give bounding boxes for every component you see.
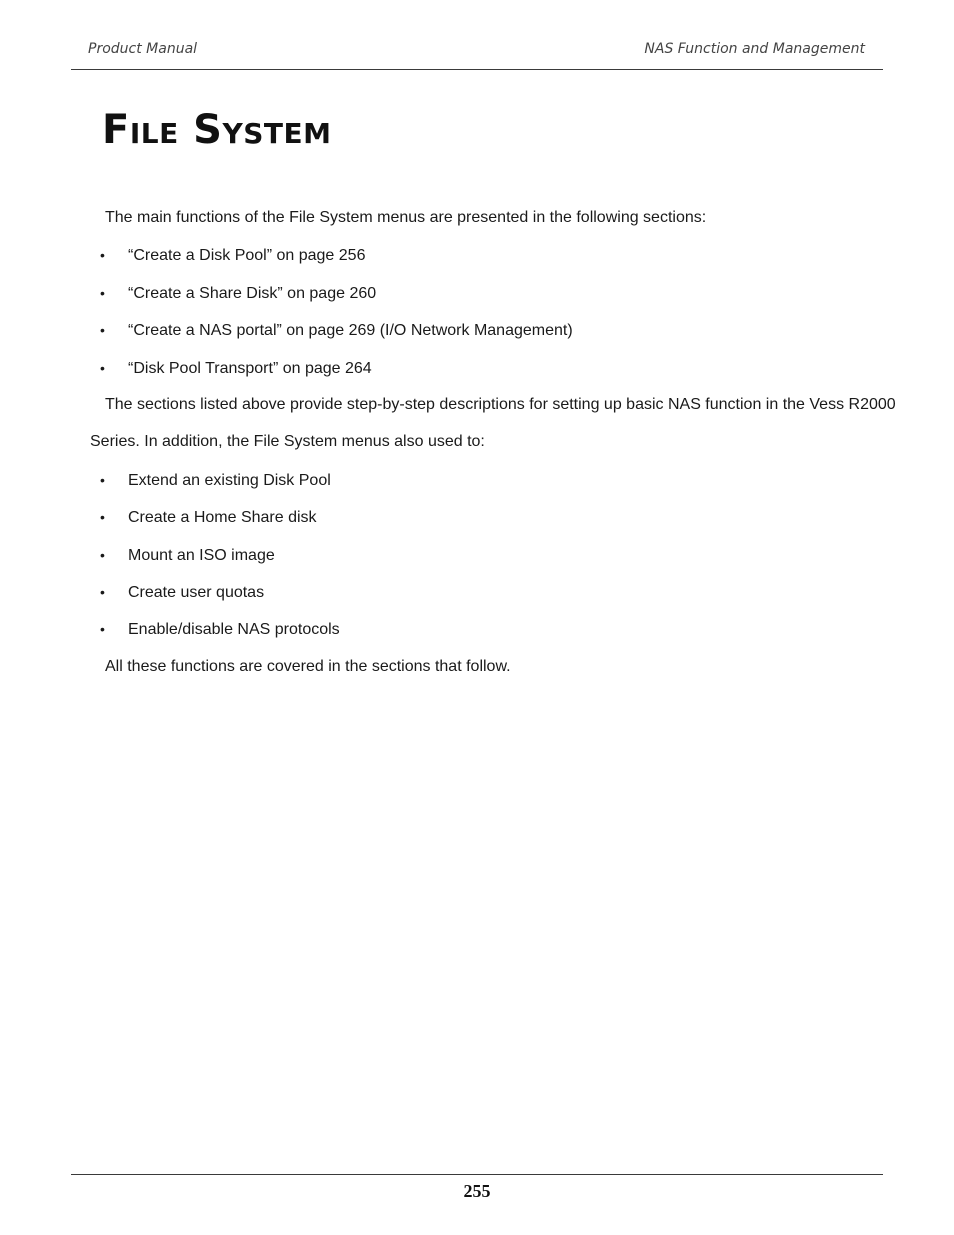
list-item-section-link bbox=[100, 283, 376, 304]
list-item-section-link bbox=[100, 320, 573, 341]
function-text: Create user quotas bbox=[128, 584, 265, 601]
running-header bbox=[71, 38, 883, 70]
header-chapter-title: NAS Function and Management bbox=[644, 41, 865, 57]
bullet-icon: • bbox=[100, 547, 105, 563]
bullet-icon: • bbox=[100, 285, 105, 301]
list-item-section-link bbox=[100, 245, 365, 266]
bullet-icon: • bbox=[100, 360, 105, 376]
section-link-text: “Create a Share Disk” on page 260 bbox=[128, 285, 377, 302]
section-link-text: “Disk Pool Transport” on page 264 bbox=[128, 360, 372, 377]
bullet-icon: • bbox=[100, 322, 105, 338]
function-text: Create a Home Share disk bbox=[128, 509, 317, 526]
page-title: File System bbox=[102, 107, 332, 153]
bullet-icon: • bbox=[100, 621, 105, 637]
bullet-icon: • bbox=[100, 509, 105, 525]
description-paragraph-line-1: The sections listed above provide step-by-step descriptions for setting up basic NAS function in the Vess R2000 bbox=[105, 396, 896, 413]
section-link-text: “Create a Disk Pool” on page 256 bbox=[128, 247, 366, 264]
list-item-function bbox=[100, 507, 317, 528]
page-number: 255 bbox=[463, 1181, 491, 1201]
intro-paragraph: The main functions of the File System menus are presented in the following sections: bbox=[105, 209, 707, 226]
list-item-function bbox=[100, 470, 331, 491]
function-text: Mount an ISO image bbox=[128, 547, 275, 564]
list-item-function bbox=[100, 582, 264, 603]
function-text: Enable/disable NAS protocols bbox=[128, 621, 340, 638]
bullet-icon: • bbox=[100, 472, 105, 488]
header-manual-title: Product Manual bbox=[88, 41, 198, 57]
closing-paragraph: All these functions are covered in the sections that follow. bbox=[105, 658, 511, 675]
list-item-function bbox=[100, 619, 340, 640]
description-paragraph-line-2: Series. In addition, the File System menus also used to: bbox=[90, 433, 485, 450]
section-link-text: “Create a NAS portal” on page 269 (I/O Network Management) bbox=[128, 322, 573, 339]
function-text: Extend an existing Disk Pool bbox=[128, 472, 331, 489]
bullet-icon: • bbox=[100, 584, 105, 600]
list-item-function bbox=[100, 545, 275, 566]
list-item-section-link bbox=[100, 358, 372, 379]
footer-divider bbox=[71, 1174, 883, 1175]
bullet-icon: • bbox=[100, 247, 105, 263]
